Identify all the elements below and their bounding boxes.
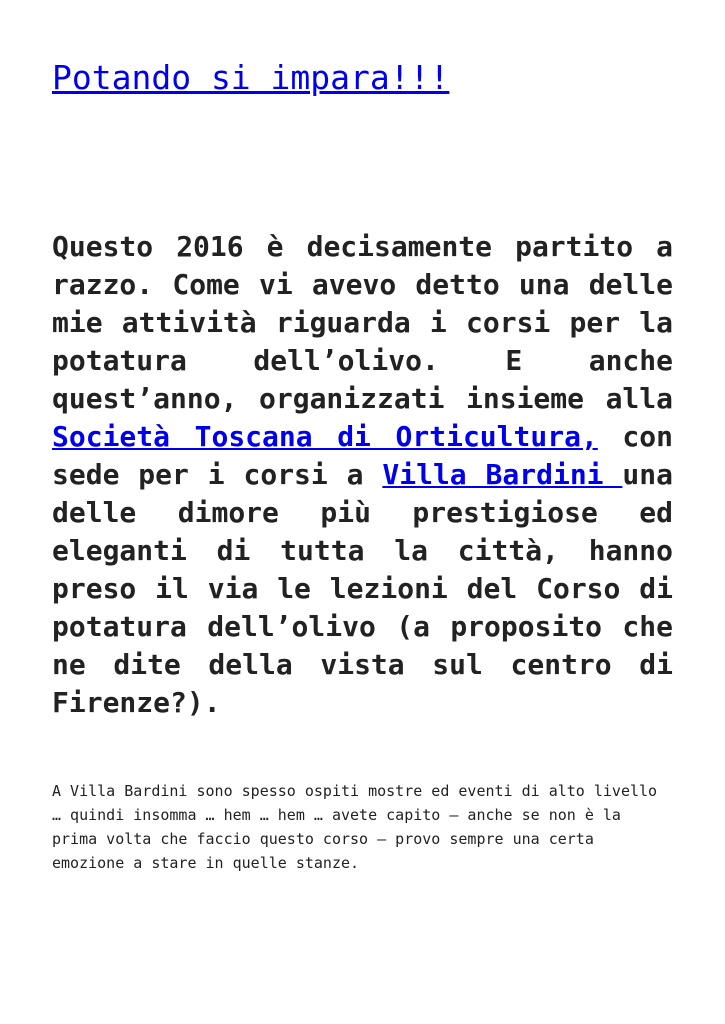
- villa-bardini-link[interactable]: Villa Bardini: [382, 458, 623, 491]
- societa-toscana-link[interactable]: Società Toscana di Orticultura,: [52, 420, 598, 453]
- page-title: [52, 58, 449, 98]
- lead-text-3: una delle dimore più prestigiose ed eleganti di tutta la città, hanno preso il via le lezioni del Corso di potatura dell’olivo (a proposito che ne dite della vista sul centro di Firenze?).: [52, 458, 673, 719]
- lead-text-1: Questo 2016 è decisamente partito a razzo. Come vi avevo detto una delle mie attività riguarda i corsi per la potatura dell’olivo. E anche quest’anno, organizzati insieme alla: [52, 230, 673, 415]
- lead-text-2: con sede per i corsi a: [52, 420, 673, 491]
- lead-paragraph: [52, 228, 673, 722]
- body-paragraph: A Villa Bardini sono spesso ospiti mostre ed eventi di alto livello … quindi insomma … hem … hem … avete capito – anche se non è la prima volta che faccio questo corso – provo sempre una certa emozione a stare in quelle stanze.: [52, 782, 658, 872]
- title-link[interactable]: Potando si impara!!!: [52, 58, 450, 97]
